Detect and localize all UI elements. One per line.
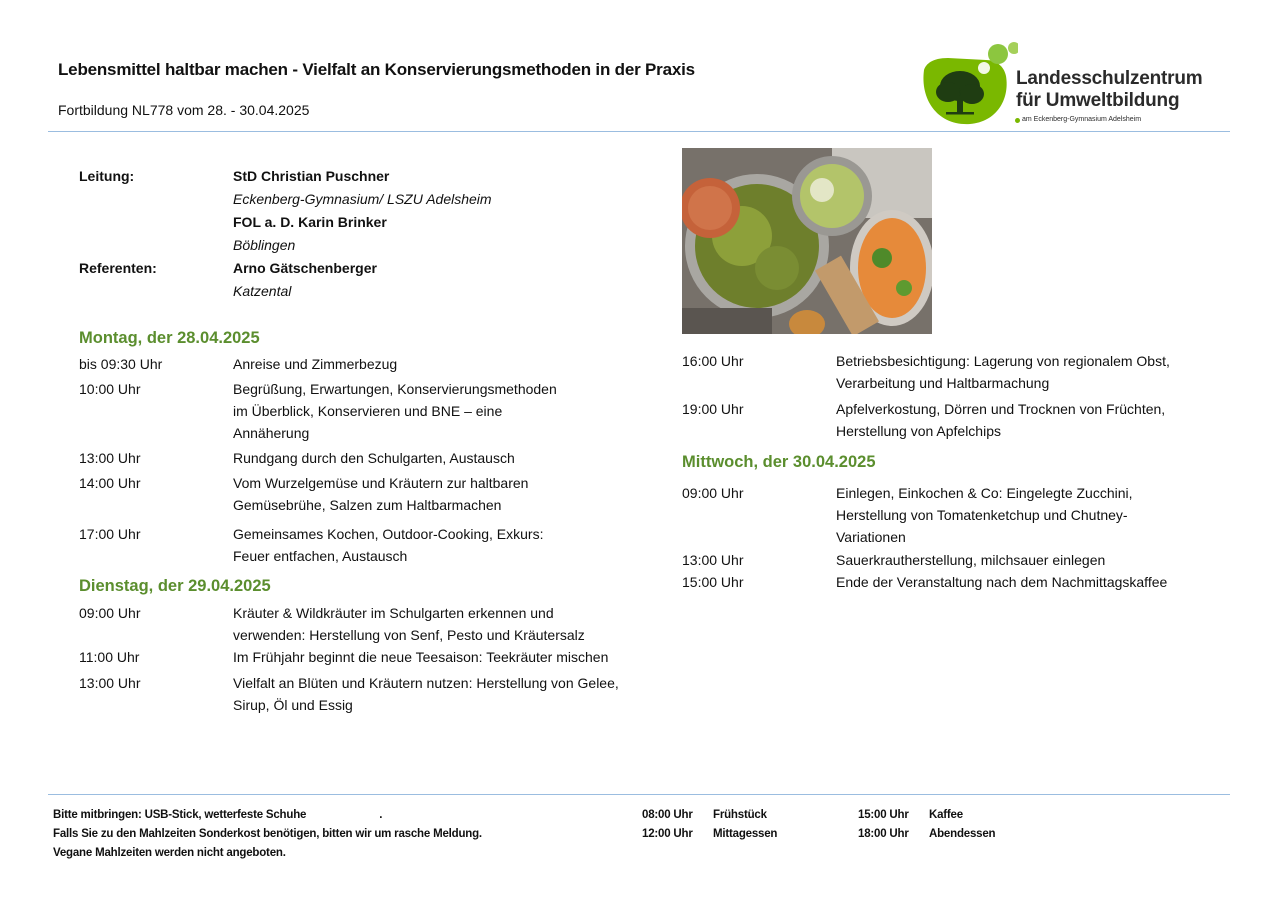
day-heading-tuesday: Dienstag, der 29.04.2025: [79, 577, 271, 595]
schedule-item: [79, 378, 629, 444]
item-time: 11:00 Uhr: [79, 649, 140, 665]
item-time: bis 09:30 Uhr: [79, 356, 163, 372]
item-text: Kräuter & Wildkräuter im Schulgarten erkennen und verwenden: Herstellung von Senf, Pesto und Kräutersalz: [233, 605, 585, 643]
schedule-item: [682, 549, 1242, 571]
meal-time: 18:00 Uhr: [858, 828, 909, 840]
meal-row: [642, 825, 842, 844]
meal-time: 15:00 Uhr: [858, 809, 909, 821]
footer-divider: [48, 794, 1230, 795]
item-time: 15:00 Uhr: [682, 574, 744, 590]
schedule-item: [79, 472, 629, 516]
footer-bring-text: Bitte mitbringen: USB-Stick, wetterfeste Schuhe: [53, 809, 307, 821]
footer-diet-line: Falls Sie zu den Mahlzeiten Sonderkost benötigen, bitten wir um rasche Meldung.: [53, 828, 482, 840]
course-subtitle: Fortbildung NL778 vom 28. - 30.04.2025: [58, 102, 310, 118]
item-time: 09:00 Uhr: [682, 485, 744, 501]
schedule-item: [79, 672, 629, 716]
meal-label: Abendessen: [929, 828, 996, 840]
schedule-right-column: [682, 350, 1242, 593]
item-text: Betriebsbesichtigung: Lagerung von regionalem Obst, Verarbeitung und Haltbarmachung: [836, 353, 1170, 391]
leitung-label: Leitung:: [79, 168, 135, 184]
referenten-label: Referenten:: [79, 260, 157, 276]
schedule-item: [79, 523, 629, 567]
meal-label: Frühstück: [713, 809, 767, 821]
logo-line-2: für Umweltbildung: [1016, 90, 1180, 111]
meal-times-left: [642, 806, 842, 844]
meal-row: [858, 825, 1058, 844]
referent-name: Arno Gätschenberger: [233, 260, 377, 276]
item-text: Gemeinsames Kochen, Outdoor-Cooking, Exkurs: Feuer entfachen, Austausch: [233, 526, 544, 564]
leitung-1-name: StD Christian Puschner: [233, 168, 390, 184]
leitung-1-place: Eckenberg-Gymnasium/ LSZU Adelsheim: [233, 191, 492, 207]
item-time: 19:00 Uhr: [682, 401, 744, 417]
item-time: 16:00 Uhr: [682, 353, 744, 369]
schedule-item: [682, 482, 1242, 548]
schedule-item: [682, 571, 1242, 593]
item-time: 13:00 Uhr: [682, 552, 744, 568]
schedule-item: [79, 353, 629, 375]
footer-bring-dot: .: [379, 809, 383, 821]
footer-notes: [53, 806, 613, 863]
item-time: 14:00 Uhr: [79, 475, 141, 491]
meal-row: [858, 806, 1058, 825]
food-bowls-photo: [682, 148, 932, 334]
lszu-logo: [918, 40, 1218, 130]
schedule-left-column: [79, 327, 629, 716]
leitung-2-place: Böblingen: [233, 237, 296, 253]
schedule-item: [79, 447, 629, 469]
staff-block: [79, 165, 639, 303]
meal-time: 12:00 Uhr: [642, 828, 693, 840]
day-heading-monday: Montag, der 28.04.2025: [79, 329, 260, 347]
logo-dot-icon: [1015, 118, 1020, 123]
tree-logo-icon: [918, 40, 1018, 132]
footer-bring-line: [53, 806, 613, 825]
meal-label: Mittagessen: [713, 828, 778, 840]
schedule-item: [682, 398, 1242, 442]
item-time: 17:00 Uhr: [79, 526, 141, 542]
item-text: Anreise und Zimmerbezug: [233, 356, 398, 372]
item-time: 10:00 Uhr: [79, 381, 141, 397]
meal-times-right: [858, 806, 1058, 844]
meal-row: [642, 806, 842, 825]
item-text: Apfelverkostung, Dörren und Trocknen von Früchten, Herstellung von Apfelchips: [836, 401, 1166, 439]
meal-time: 08:00 Uhr: [642, 809, 693, 821]
item-text: Rundgang durch den Schulgarten, Austausch: [233, 450, 515, 466]
logo-line-3: am Eckenberg-Gymnasium Adelsheim: [1022, 116, 1142, 123]
item-text: Vielfalt an Blüten und Kräutern nutzen: Herstellung von Gelee, Sirup, Öl und Essig: [233, 675, 619, 713]
item-text: Einlegen, Einkochen & Co: Eingelegte Zucchini, Herstellung von Tomatenketchup und Chutney-Variationen: [836, 485, 1133, 545]
item-text: Ende der Veranstaltung nach dem Nachmittagskaffee: [836, 574, 1168, 590]
leitung-2-name: FOL a. D. Karin Brinker: [233, 214, 387, 230]
schedule-item: [682, 350, 1242, 394]
document-title: Lebensmittel haltbar machen - Vielfalt an Konservierungsmethoden in der Praxis: [58, 60, 695, 79]
footer-vegan-line: Vegane Mahlzeiten werden nicht angeboten.: [53, 847, 286, 859]
item-time: 09:00 Uhr: [79, 605, 141, 621]
item-time: 13:00 Uhr: [79, 675, 141, 691]
schedule-item: [79, 646, 629, 668]
header-divider: [48, 131, 1230, 132]
item-text: Sauerkrautherstellung, milchsauer einlegen: [836, 552, 1106, 568]
referent-place: Katzental: [233, 283, 292, 299]
item-text: Vom Wurzelgemüse und Kräutern zur haltbaren Gemüsebrühe, Salzen zum Haltbarmachen: [233, 475, 529, 513]
logo-line-1: Landesschulzentrum: [1016, 68, 1203, 89]
referenten-row: [79, 257, 639, 303]
meal-label: Kaffee: [929, 809, 963, 821]
item-time: 13:00 Uhr: [79, 450, 141, 466]
day-heading-wednesday: Mittwoch, der 30.04.2025: [682, 453, 876, 471]
schedule-item: [79, 602, 629, 646]
leitung-row: [79, 165, 639, 257]
item-text: Im Frühjahr beginnt die neue Teesaison: Teekräuter mischen: [233, 649, 609, 665]
item-text: Begrüßung, Erwartungen, Konservierungsmethoden im Überblick, Konservieren und BNE – eine Annäherung: [233, 381, 557, 441]
